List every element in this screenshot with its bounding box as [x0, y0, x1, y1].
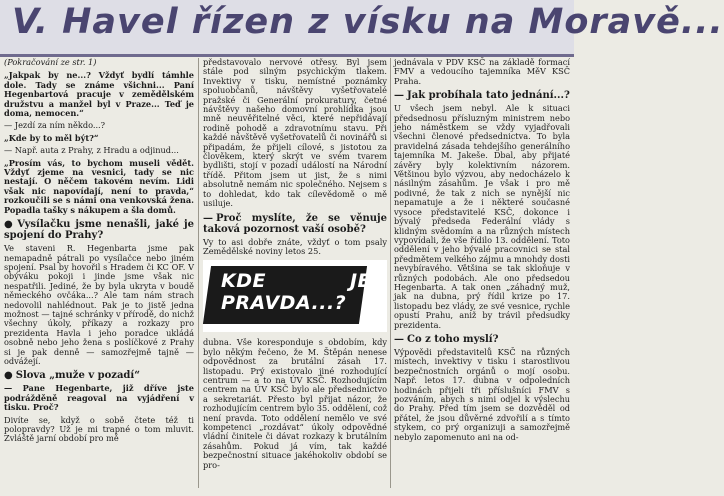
paragraph: „Jakpak by ne...? Vždyť bydlí támhle dole. Tady se známe všichni... Paní Hegenbartová pracuje v zemědělském družstvu a manžel byl v Praze... Teď je doma, nemocen.“ — [4, 70, 194, 119]
paragraph: — Např. auta z Prahy, z Hradu a odjinud... — [4, 145, 179, 156]
paragraph: dubna. Vše koresponduje s obdobím, kdy bylo někým řečeno, že M. Štěpán nenese odpovědnost za brutální zásah 17. listopadu. Prý existovalo jiné rozhodující centrum — a to na ÚV KSČ. Rozhodujícím centrem na ÚV KSČ bylo ale předsednictvo a sekretariát. Přesto byl přijat názor, že rozhodujícím centrem bylo 35. oddělení, což není pravda. Toto oddělení nemělo ve své kompetenci „rozdávat“ úkoly odpovědné vládní činitele či dávat rozkazy k brutálním zásahům. Pokud já vím, tak každé bezpečnostní situace jakéhokoliv období se pro- — [203, 337, 388, 470]
dash-icon: — — [394, 90, 404, 102]
subheading: — Co z toho myslí? — [394, 333, 499, 345]
paragraph: U všech jsem nebyl. Ale k situaci předsednosu přísluzným ministrem nebo jeho náměstkem se vždy vyjadřovali všechni členové předsednictva. To byla pravidelná zásada tehdejšího generálního tajemníka M. Jakeše. Dbal, aby přijaté závěry byly kolektivním názorem. Většinou bylo výzvou, aby nedocházelo k násilným zásahům. Je však i pro mě podivné, že tak z nich se nynější nic nepamatuje a že i některé současné vysoce představitelé KSČ, dokonce i bývalý předseda Federální vlády s klidným svědomím a na různých místech vypovídali, že vše řídilo 13. oddělení. Toto oddělení v jeho bývalé pracovnici se stal předmětem velkého zájmu a mnohdy dosti nevybíravého. Většina se tak skloňuje v různých podobách. Ale ono předsedou Hegenbarta. A tak onen „záhadný muž, jak na dubna, prý řídil krize po 17. listopadu bez vlády, ze své vesnice, rychle opustí Prahu, aniž by trávil předsudky prezidenta. — [394, 103, 570, 330]
paragraph: — Jezdí za ním někdo...? — [4, 120, 106, 131]
subheading: — Proč myslíte, že se věnuje taková pozornost vaší osobě? — [203, 212, 387, 235]
column-divider-2 — [390, 58, 391, 488]
paragraph: Ve staveni R. Hegenbarta jsme pak nemapadně pátrali po vysílačce nebo jiném spojení. Psal by hovořil s Hradem či KC OF. V obýváku pokoji i jinde jsme však nic nespatřili. Jediné, že by byla ukryta v boudě německého ovčáka...? Ale tam nám strach nedovolil nahlédnout. Pak je to jistě jedna možnost — tajné schránky v přírodě, do nichž všechny úkoly, příkazy a rozkazy pro prezidenta Havla i jeho poradce ukládá osobně nebo jeho žena s poslíčkové z Prahy si je pak denně — samozřejmě tajně — odvážejí. — [4, 243, 194, 366]
kde-je-pravda-stamp — [203, 260, 387, 332]
bullet-icon: ● — [4, 370, 13, 382]
paragraph: „Prosím vás, to bychom museli vědět. Vždyť zjeme na vesnici, tady se nic nestají. O něčem takovém nevím. Lidi však nic napovídají, není to pravda,“ rozkoučili se s námi ona venkovská žena. Popadla tašky s nákupem a šla domů. — [4, 157, 194, 215]
article-column-2 — [203, 58, 387, 494]
article-column-1 — [4, 58, 194, 494]
paragraph: — Pane Hegenbarte, již dříve jste podrážděně reagoval na vyjádření v tisku. Proč? — [4, 383, 194, 413]
subheading: ● Slova „muže v pozadí“ — [4, 370, 140, 382]
subheading: ● Vysílačku jsme nenašli, jaké je spojení do Prahy? — [4, 219, 194, 242]
article-column-3 — [394, 58, 570, 494]
dash-icon: — — [203, 212, 213, 224]
headline-banner — [0, 0, 724, 57]
headline-title: V. Havel řízen z vísku na Moravě... — [12, 2, 724, 42]
bullet-icon: ● — [4, 219, 15, 231]
column-divider-1 — [198, 58, 199, 488]
dash-icon: — — [394, 333, 404, 345]
paragraph: „Kde by to měl být?“ — [4, 132, 99, 143]
stamp-text: KDE JE PRAVDA...? — [221, 270, 371, 315]
subheading: — Jak probíhala tato jednání...? — [394, 90, 570, 102]
continuation-note: (Pokračování ze str. 1) — [4, 57, 97, 67]
paragraph: představovalo nervové otřesy. Byl jsem stále pod silným psychickým tlakem. Invektivy v tisku, nemístné poznámky spoluobčanů, návštěvy vyšetřovatelé pražské či Generální prokuratury, četné návštěvy našeho domovní prohlídka jsou mně neuvěřitelné věci, které nepřidávají rodině pohodě a zdravotnímu stavu. Při každé návštěvě vyšetřovatelů či novinářů si připadám, že přijeli cílové, s jistotou za člověkem, který skrýt ve svém tvarem bydlišti, stojí v pozadí událostí na Národní třídě. Přitom jsem ut jist, že s nimi absolutně nemám nic společného. Nejsem s to dohledat, kdo tak cílevědomě o mě usiluje. — [203, 57, 387, 209]
paragraph: Divíte se, když o sobě čtete též ti polopravdy? Už je mi trapné o tom mluvit. Zvláště jarní období pro mě — [4, 414, 194, 444]
paragraph: Výpovědi představitelů KSČ na různých místech, invektivy v tisku i starostlivou bezpečnostních orgánů o mojí osobu. Např. letos 17. dubna v odpoledních hodinách přijeli tři příslušníci FMV s pozváním, abych s nimi odjel k výslechu do Prahy. Před tím jsem se dozvěděl od přátel, že jsou důvěrné zdvořilí a s tímto stykem, co prý organizuji a samozřejmě nebylo zapomenuto ani na od- — [394, 346, 570, 442]
paragraph: jednávala v PDV KSČ na základě formací FMV a vedoucího tajemníka MěV KSČ Praha. — [394, 57, 570, 86]
paragraph: Vy to asi dobře znáte, vždyť o tom psaly Zemědělské noviny letos 25. — [203, 236, 387, 256]
